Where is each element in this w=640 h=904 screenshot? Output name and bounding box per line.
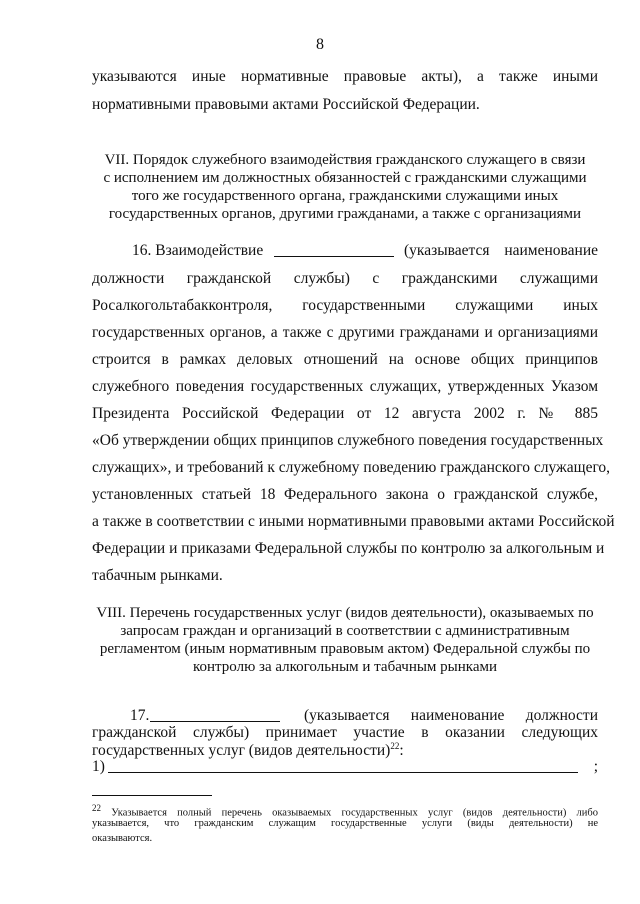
paragraph-16-line: установленных статьей 18 Федерального закона о гражданской службе, (92, 486, 598, 503)
paragraph-17-suffix: (указывается наименование должности (304, 707, 598, 724)
section-8-heading-line: запросам граждан и организаций в соответствии с административным (120, 623, 570, 639)
paragraph-16-line: государственных органов, а также с другими гражданами и организациями (92, 324, 598, 341)
section-7-heading-line: того же государственного органа, гражданскими служащими иных (131, 188, 559, 204)
footnote-reference: 22 (390, 741, 400, 751)
footnote-number: 22 (92, 803, 101, 813)
footnote-line-3: оказываются. (92, 833, 153, 844)
paragraph-17-first-line (92, 707, 598, 725)
section-8-heading-line: VIII. Перечень государственных услуг (видов деятельности), оказываемых по (96, 605, 594, 621)
paragraph-17-prefix: 17. (130, 707, 150, 724)
continuation-line-1: указываются иные нормативные правовые акты), а также иными (92, 68, 598, 85)
paragraph-16-line: Федерации и приказами Федеральной службы по контролю за алкогольным и (92, 540, 605, 557)
paragraph-16-prefix: 16. Взаимодействие (132, 242, 264, 259)
list-item-1-end: ; (593, 758, 598, 775)
list-item-1 (92, 758, 598, 776)
footnote-line-1 (92, 803, 598, 819)
section-7-heading-line: VII. Порядок служебного взаимодействия гражданского служащего в связи (104, 152, 586, 168)
continuation-line-2: нормативными правовыми актами Российской Федерации. (92, 96, 480, 113)
paragraph-16-line: служащих», и требований к служебному поведению гражданского служащего, (92, 459, 611, 476)
paragraph-17-line-3-text: государственных услуг (видов деятельности) (92, 742, 391, 760)
paragraph-17-line-3-end: : (399, 742, 404, 760)
paragraph-16-line: служебного поведения государственных служащих, утвержденных Указом (92, 378, 598, 395)
section-7-heading-line: государственных органов, другими гражданами, а также с организациями (108, 206, 582, 222)
footnote-line-2: указывается, что гражданским служащим государственные услуги (виды деятельности) не (92, 818, 598, 829)
section-8-heading-line: контролю за алкогольным и табачным рынками (192, 659, 498, 675)
list-item-1-blank-line (108, 758, 578, 773)
page-number: 8 (316, 36, 324, 53)
section-7-heading-line: с исполнением им должностных обязанностей с гражданскими служащими (103, 170, 587, 186)
footnote-separator (92, 795, 212, 796)
paragraph-16-line: Президента Российской Федерации от 12 августа 2002 г. № 885 (92, 405, 598, 422)
footnote-line-1-text: Указывается полный перечень оказываемых государственных услуг (видов деятельности) либо (111, 807, 599, 819)
paragraph-16-line: а также в соответствии с иными нормативными правовыми актами Российской (92, 513, 615, 530)
paragraph-16-last-line: табачным рынками. (92, 567, 223, 584)
paragraph-16-line: строится в рамках деловых отношений на основе общих принципов (92, 351, 598, 368)
paragraph-16-line: должности гражданской службы) с гражданскими служащими (92, 270, 598, 287)
list-item-1-label: 1) (92, 758, 105, 775)
section-8-heading-line: регламентом (иным нормативным правовым актом) Федеральной службы по (99, 641, 591, 657)
position-blank-line (150, 707, 280, 722)
paragraph-16-line: Росалкогольтабакконтроля, государственными служащими иных (92, 297, 598, 314)
paragraph-16-suffix: (указывается наименование (404, 242, 598, 259)
paragraph-17-line-2: гражданской службы) принимает участие в оказании следующих (92, 724, 598, 741)
position-blank-line (274, 242, 394, 257)
paragraph-16-line: «Об утверждении общих принципов служебного поведения государственных (92, 432, 604, 449)
